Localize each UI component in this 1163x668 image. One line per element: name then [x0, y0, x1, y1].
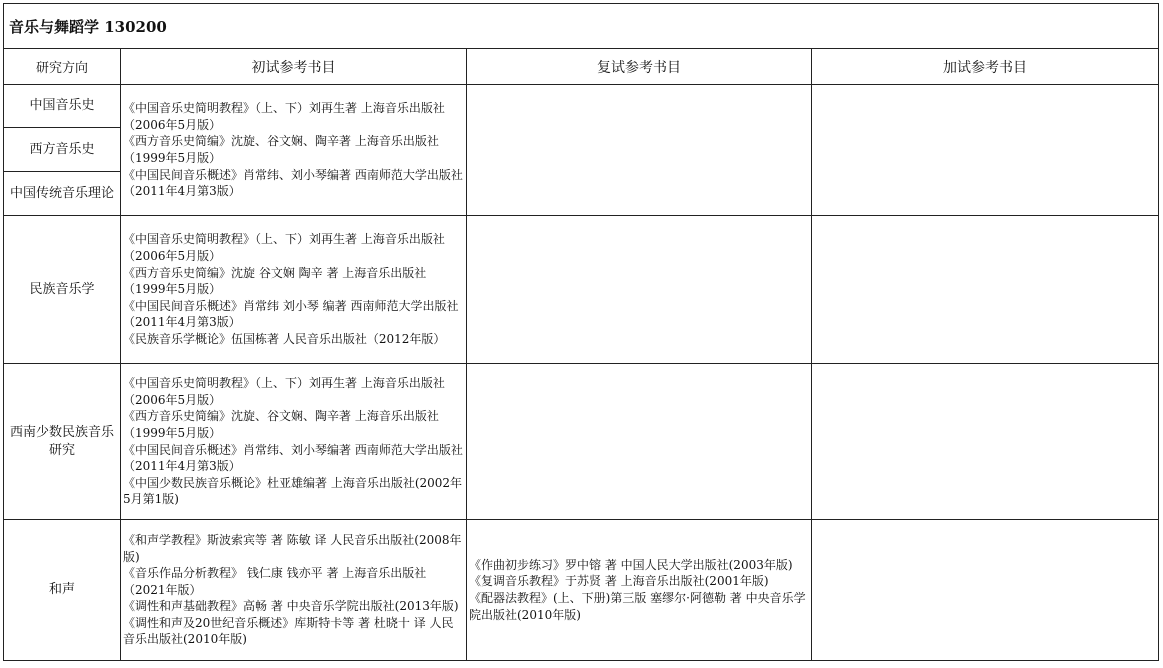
additional-books-cell — [812, 85, 1159, 216]
additional-books-cell — [812, 520, 1159, 661]
book-entry: 《复调音乐教程》于苏贤 著 上海音乐出版社(2001年版) — [469, 574, 769, 589]
direction-cell: 中国音乐史 — [4, 85, 121, 128]
reference-book-table — [3, 3, 1159, 661]
table-row — [4, 364, 1159, 520]
book-entry: 《中国民间音乐概述》肖常纬 刘小琴 编著 西南师范大学出版社（2011年4月第3版） — [123, 298, 459, 330]
header-additional: 加试参考书目 — [812, 49, 1159, 85]
initial-books-cell — [121, 85, 467, 216]
book-entry: 《调性和声基础教程》高畅 著 中央音乐学院出版社(2013年版) — [123, 599, 459, 614]
additional-books-cell — [812, 216, 1159, 364]
direction-cell: 西南少数民族音乐研究 — [4, 364, 121, 520]
initial-books-cell — [121, 364, 467, 520]
book-entry: 《配器法教程》(上、下册)第三版 塞缪尔·阿德勒 著 中央音乐学院出版社(2010年版) — [469, 591, 806, 622]
retest-books-cell — [467, 216, 812, 364]
book-entry: 《音乐作品分析教程》 钱仁康 钱亦平 著 上海音乐出版社（2021年版） — [123, 566, 427, 597]
initial-books-cell — [121, 520, 467, 661]
header-initial: 初试参考书目 — [121, 49, 467, 85]
header-retest: 复试参考书目 — [467, 49, 812, 85]
initial-books-cell — [121, 216, 467, 364]
retest-books-cell — [467, 520, 812, 661]
book-entry: 《中国民间音乐概述》肖常纬、刘小琴编著 西南师范大学出版社（2011年4月第3版） — [123, 167, 463, 199]
book-entry: 《中国音乐史简明教程》（上、下）刘再生著 上海音乐出版社（2006年5月版） — [123, 101, 445, 132]
book-entry: 《中国民间音乐概述》肖常纬、刘小琴编著 西南师范大学出版社（2011年4月第3版） — [123, 442, 463, 474]
header-direction: 研究方向 — [4, 49, 121, 85]
table-title: 音乐与舞蹈学 130200 — [4, 4, 1159, 49]
direction-cell: 中国传统音乐理论 — [4, 172, 121, 216]
retest-books-cell — [467, 85, 812, 216]
direction-cell: 西方音乐史 — [4, 128, 121, 172]
additional-books-cell — [812, 364, 1159, 520]
book-entry: 《作曲初步练习》罗中镕 著 中国人民大学出版社(2003年版) — [469, 557, 793, 572]
table-row — [4, 520, 1159, 661]
retest-books-cell — [467, 364, 812, 520]
book-entry: 《调性和声及20世纪音乐概述》库斯特卡等 著 杜晓十 译 人民音乐出版社(2010年版) — [123, 615, 454, 647]
book-entry: 《中国少数民族音乐概论》杜亚雄编著 上海音乐出版社(2002年5月第1版) — [123, 475, 463, 507]
book-entry: 《西方音乐史简编》沈旋、谷文娴、陶辛著 上海音乐出版社（1999年5月版） — [123, 409, 439, 440]
book-entry: 《中国音乐史简明教程》（上、下）刘再生著 上海音乐出版社（2006年5月版） — [123, 232, 445, 264]
book-entry: 《中国音乐史简明教程》（上、下）刘再生著 上海音乐出版社（2006年5月版） — [123, 376, 445, 407]
book-entry: 《西方音乐史简编》沈旋 谷文娴 陶辛 著 上海音乐出版社（1999年5月版） — [123, 265, 427, 297]
table-row — [4, 216, 1159, 364]
book-entry: 《西方音乐史简编》沈旋、谷文娴、陶辛著 上海音乐出版社 （1999年5月版） — [123, 134, 439, 165]
book-entry: 《和声学教程》斯波索宾等 著 陈敏 译 人民音乐出版社(2008年版) — [123, 532, 462, 564]
book-entry: 《民族音乐学概论》伍国栋著 人民音乐出版社（2012年版） — [123, 331, 446, 346]
direction-cell: 和声 — [4, 520, 121, 661]
direction-cell: 民族音乐学 — [4, 216, 121, 364]
header-row — [4, 49, 1159, 85]
